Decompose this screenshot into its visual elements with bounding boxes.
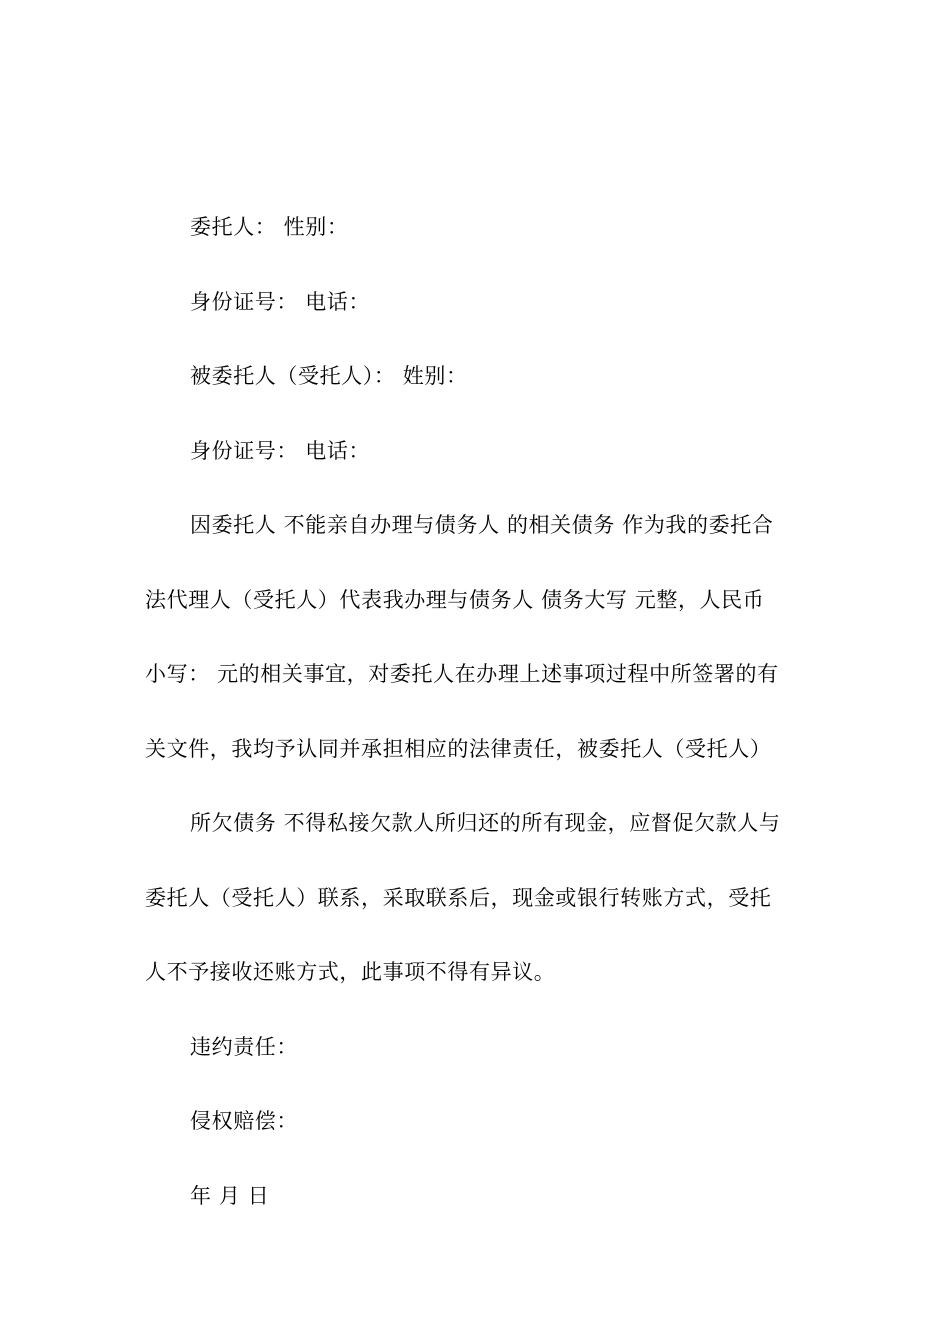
body-paragraph-1-line-1: 因委托人 不能亲自办理与债务人 的相关债务 作为我的委托合	[190, 513, 774, 537]
body-paragraph-1-line-3: 小写： 元的相关事宜，对委托人在办理上述事项过程中所签署的有	[145, 662, 779, 686]
breach-liability-line: 违约责任：	[190, 1035, 298, 1059]
agent-name-line: 被委托人（受托人）： 姓别：	[190, 364, 468, 388]
agent-id-phone-line: 身份证号： 电话：	[190, 439, 371, 463]
body-paragraph-2-line-3: 人不予接收还账方式，此事项不得有异议。	[145, 960, 556, 984]
body-paragraph-1-line-4: 关文件，我均予认同并承担相应的法律责任，被委托人（受托人）	[145, 737, 772, 761]
body-paragraph-1-line-2: 法代理人（受托人）代表我办理与债务人 债务大写 元整，人民币	[145, 588, 765, 612]
date-line: 年 月 日	[190, 1184, 270, 1208]
principal-id-phone-line: 身份证号： 电话：	[190, 290, 371, 314]
principal-gender-line: 委托人： 性别：	[190, 215, 349, 239]
body-paragraph-2-line-2: 委托人（受托人）联系，采取联系后，现金或银行转账方式，受托	[145, 886, 772, 910]
body-paragraph-2-line-1: 所欠债务 不得私接欠款人所归还的所有现金，应督促欠款人与	[190, 811, 781, 835]
tort-compensation-line: 侵权赔偿：	[190, 1109, 298, 1133]
